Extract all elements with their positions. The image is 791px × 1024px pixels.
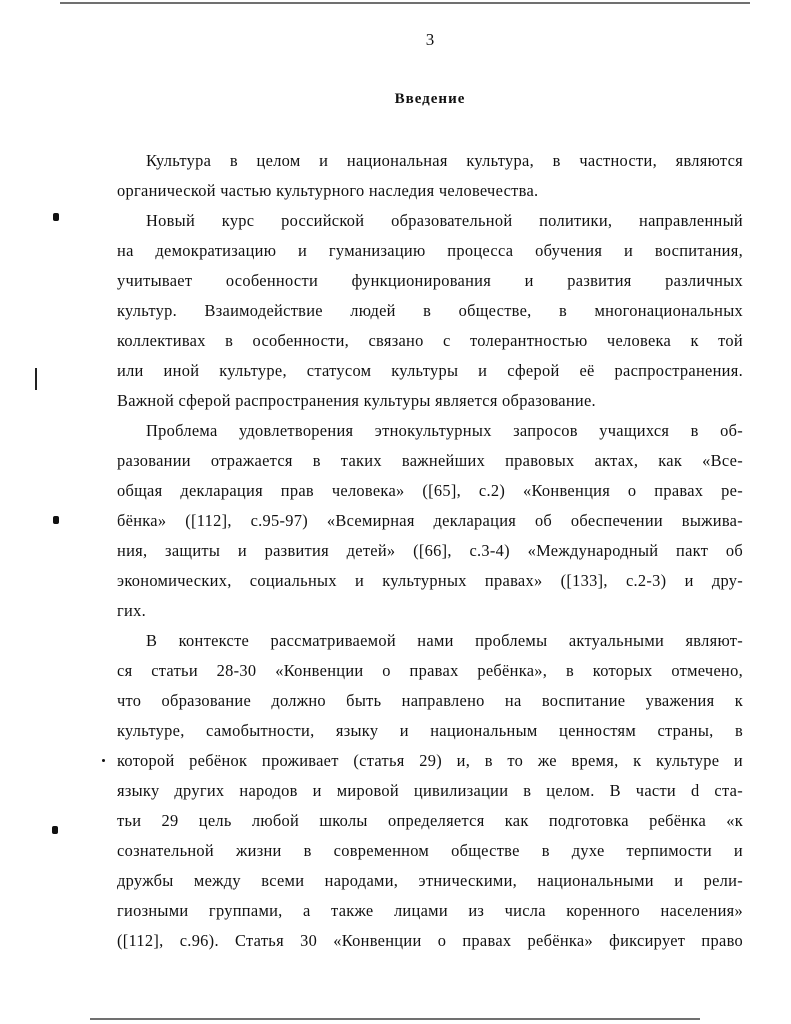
text-line: экономических, социальных и культурных правах» ([133], с.2-3) и дру- xyxy=(117,571,743,590)
text-line: разовании отражается в таких важнейших правовых актах, как «Все- xyxy=(117,451,743,470)
text-line: тьи 29 цель любой школы определяется как подготовка ребёнка «к xyxy=(117,811,743,830)
text-line: или иной культуре, статусом культуры и сферой её распространения. xyxy=(117,361,743,380)
section-heading: Введение xyxy=(394,91,466,107)
scan-edge-bottom xyxy=(90,1018,700,1020)
scan-mark xyxy=(35,368,37,390)
text-line: Новый курс российской образовательной политики, направленный xyxy=(146,211,743,230)
text-line: В контексте рассматриваемой нами проблемы актуальными являют- xyxy=(146,631,743,650)
text-line: гих. xyxy=(117,601,146,620)
text-line: Проблема удовлетворения этнокультурных запросов учащихся в об- xyxy=(146,421,743,440)
text-line: ся статьи 28-30 «Конвенции о правах ребёнка», в которых отмечено, xyxy=(117,661,743,680)
text-line: что образование должно быть направлено на воспитание уважения к xyxy=(117,691,743,710)
text-line: Культура в целом и национальная культура, в частности, являются xyxy=(146,151,743,170)
text-line: ([112], с.96). Статья 30 «Конвенции о правах ребёнка» фиксирует право xyxy=(117,931,743,950)
scan-mark xyxy=(53,213,59,221)
text-line: культуре, самобытности, языку и национальным ценностям страны, в xyxy=(117,721,743,740)
text-line: гиозными группами, а также лицами из числа коренного населения» xyxy=(117,901,743,920)
scan-edge-top xyxy=(60,2,750,4)
scan-mark xyxy=(102,759,105,762)
text-line: органической частью культурного наследия человечества. xyxy=(117,181,539,200)
text-line: Важной сферой распространения культуры является образование. xyxy=(117,391,596,410)
text-line: сознательной жизни в современном обществе в духе терпимости и xyxy=(117,841,743,860)
text-line: на демократизацию и гуманизацию процесса обучения и воспитания, xyxy=(117,241,743,260)
text-line: учитывает особенности функционирования и развития различных xyxy=(117,271,743,290)
page-number: 3 xyxy=(425,30,435,49)
scan-mark xyxy=(53,516,59,524)
text-line: бёнка» ([112], с.95-97) «Всемирная декларация об обеспечении выжива- xyxy=(117,511,743,530)
text-line: которой ребёнок проживает (статья 29) и, в то же время, к культуре и xyxy=(117,751,743,770)
text-line: общая декларация прав человека» ([65], с.2) «Конвенция о правах ре- xyxy=(117,481,743,500)
text-line: языку других народов и мировой цивилизации в целом. В части d ста- xyxy=(117,781,743,800)
text-line: дружбы между всеми народами, этническими, национальными и рели- xyxy=(117,871,743,890)
text-line: ния, защиты и развития детей» ([66], с.3-4) «Международный пакт об xyxy=(117,541,743,560)
text-line: культур. Взаимодействие людей в обществе, в многонациональных xyxy=(117,301,743,320)
text-line: коллективах в особенности, связано с толерантностью человека к той xyxy=(117,331,743,350)
scan-mark xyxy=(52,826,58,834)
